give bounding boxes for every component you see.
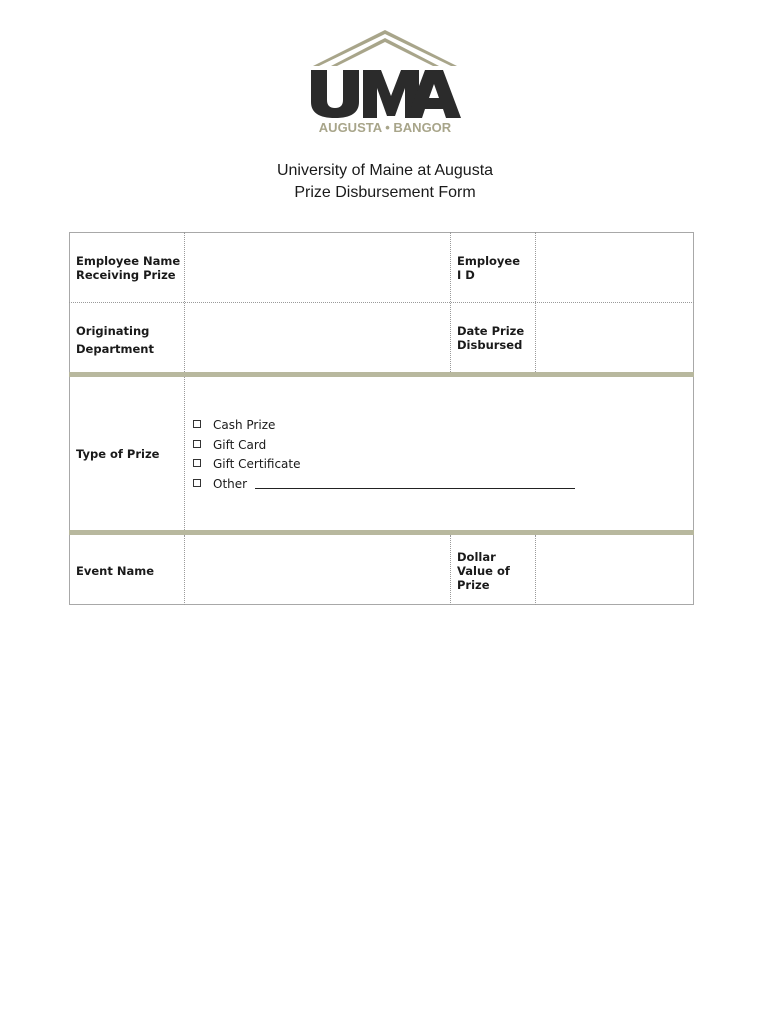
option-gift-certificate[interactable] (193, 456, 301, 472)
divider-v6 (450, 535, 451, 605)
divider-v4 (184, 377, 185, 530)
employee-id-label: Employee I D (457, 254, 521, 282)
option-cash-prize[interactable] (193, 417, 275, 433)
logo-subtitle: AUGUSTA • BANGOR (318, 120, 452, 135)
form-title-line1: University of Maine at Augusta (276, 162, 494, 179)
checkbox-other[interactable] (193, 479, 201, 487)
option-label: Gift Card (213, 438, 267, 452)
form-title-line2: Prize Disbursement Form (294, 184, 476, 201)
option-gift-card[interactable] (193, 437, 266, 453)
logo-roof (313, 30, 457, 66)
type-of-prize-label: Type of Prize (76, 447, 160, 461)
option-label: Other (213, 477, 248, 491)
employee-name-label: Employee Name Receiving Prize (76, 254, 181, 282)
option-other[interactable] (193, 476, 575, 492)
option-label: Cash Prize (213, 418, 276, 432)
dollar-value-field[interactable] (536, 535, 693, 604)
employee-name-field[interactable] (185, 233, 450, 302)
checkbox-gift-certificate[interactable] (193, 459, 201, 467)
logo-letters (311, 70, 461, 118)
uma-logo (305, 28, 465, 138)
date-prize-disbursed-label: Date Prize Disbursed (457, 324, 525, 352)
originating-department-label: Originating Department (76, 324, 154, 356)
checkbox-gift-card[interactable] (193, 440, 201, 448)
dollar-value-label: Dollar Value of Prize (457, 550, 510, 592)
option-label: Gift Certificate (213, 457, 301, 471)
checkbox-cash-prize[interactable] (193, 420, 201, 428)
event-name-label: Event Name (76, 564, 155, 578)
other-blank-line[interactable] (255, 478, 575, 489)
event-name-field[interactable] (185, 535, 450, 604)
section-bar-1 (69, 372, 694, 377)
employee-id-field[interactable] (536, 233, 693, 302)
date-prize-disbursed-field[interactable] (536, 303, 693, 372)
originating-department-field[interactable] (185, 303, 450, 372)
